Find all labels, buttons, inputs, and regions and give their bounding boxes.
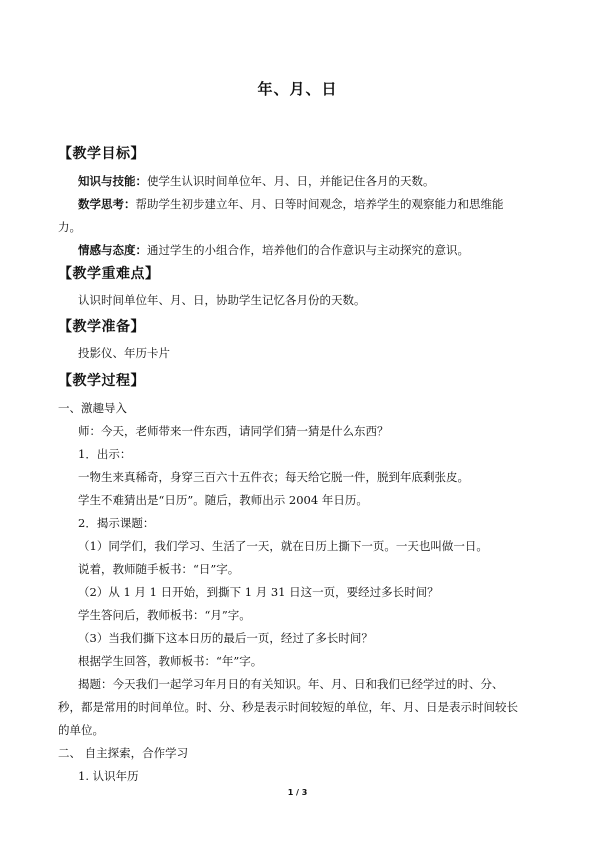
process-line: 师：今天，老师带来一件东西，请同学们猜一猜是什么东西？ <box>78 424 389 438</box>
knowledge-text: 使学生认识时间单位年、月、日，并能记住各月的天数。 <box>147 174 435 188</box>
process-line: （2）从 1 月 1 日开始，到撕下 1 月 31 日这一页，要经过多长时间？ <box>78 585 439 599</box>
process-line: 一物生来真稀奇，身穿三百六十五件衣；每天给它脱一件，脱到年底剩张皮。 <box>78 470 469 484</box>
process-line: 秒，都是常用的时间单位。时、分、秒是表示时间较短的单位，年、月、日是表示时间较长 <box>58 700 518 714</box>
goals-emotion-paragraph <box>78 239 469 261</box>
goals-heading: 【教学目标】 <box>58 146 145 162</box>
process-line: 根据学生回答，教师板书：“年”字。 <box>78 654 263 668</box>
goals-knowledge-paragraph <box>78 170 435 192</box>
process-line: 揭题：今天我们一起学习年月日的有关知识。年、月、日和我们已经学过的时、分、 <box>78 677 504 691</box>
page-number: 1 / 3 <box>287 788 308 797</box>
process-line: 二、 自主探索，合作学习 <box>58 746 189 760</box>
process-line: （3）当我们撕下这本日历的最后一页，经过了多长时间？ <box>78 631 373 645</box>
process-heading: 【教学过程】 <box>58 373 145 389</box>
goals-math-paragraph <box>78 193 504 215</box>
emotion-label: 情感与态度： <box>78 243 147 257</box>
math-text-line1: 帮助学生初步建立年、月、日等时间观念，培养学生的观察能力和思维能 <box>135 197 504 211</box>
process-line: 2．揭示课题： <box>78 516 155 530</box>
key-points-heading: 【教学重难点】 <box>58 266 160 282</box>
key-points-text: 认识时间单位年、月、日，协助学生记忆各月份的天数。 <box>78 293 366 307</box>
preparation-text: 投影仪、年历卡片 <box>78 346 170 360</box>
page-title: 年、月、日 <box>257 80 338 98</box>
preparation-heading: 【教学准备】 <box>58 319 145 335</box>
knowledge-label: 知识与技能： <box>78 174 147 188</box>
math-text-line2: 力。 <box>58 220 81 234</box>
process-line: 一、激趣导入 <box>58 401 127 415</box>
math-label: 数学思考： <box>78 197 136 211</box>
process-line: 1．出示： <box>78 447 132 461</box>
emotion-text: 通过学生的小组合作，培养他们的合作意识与主动探究的意识。 <box>147 243 469 257</box>
process-line: （1）同学们，我们学习、生活了一天，就在日历上撕下一页。一天也叫做一日。 <box>78 539 488 553</box>
process-line: 学生不难猜出是“日历”。随后，教师出示 2004 年日历。 <box>78 493 368 507</box>
process-line: 的单位。 <box>58 723 104 737</box>
process-line: 学生答问后，教师板书：“月”字。 <box>78 608 251 622</box>
process-line: 说着，教师随手板书：“日”字。 <box>78 562 240 576</box>
process-line: 1. 认识年历 <box>78 769 139 783</box>
